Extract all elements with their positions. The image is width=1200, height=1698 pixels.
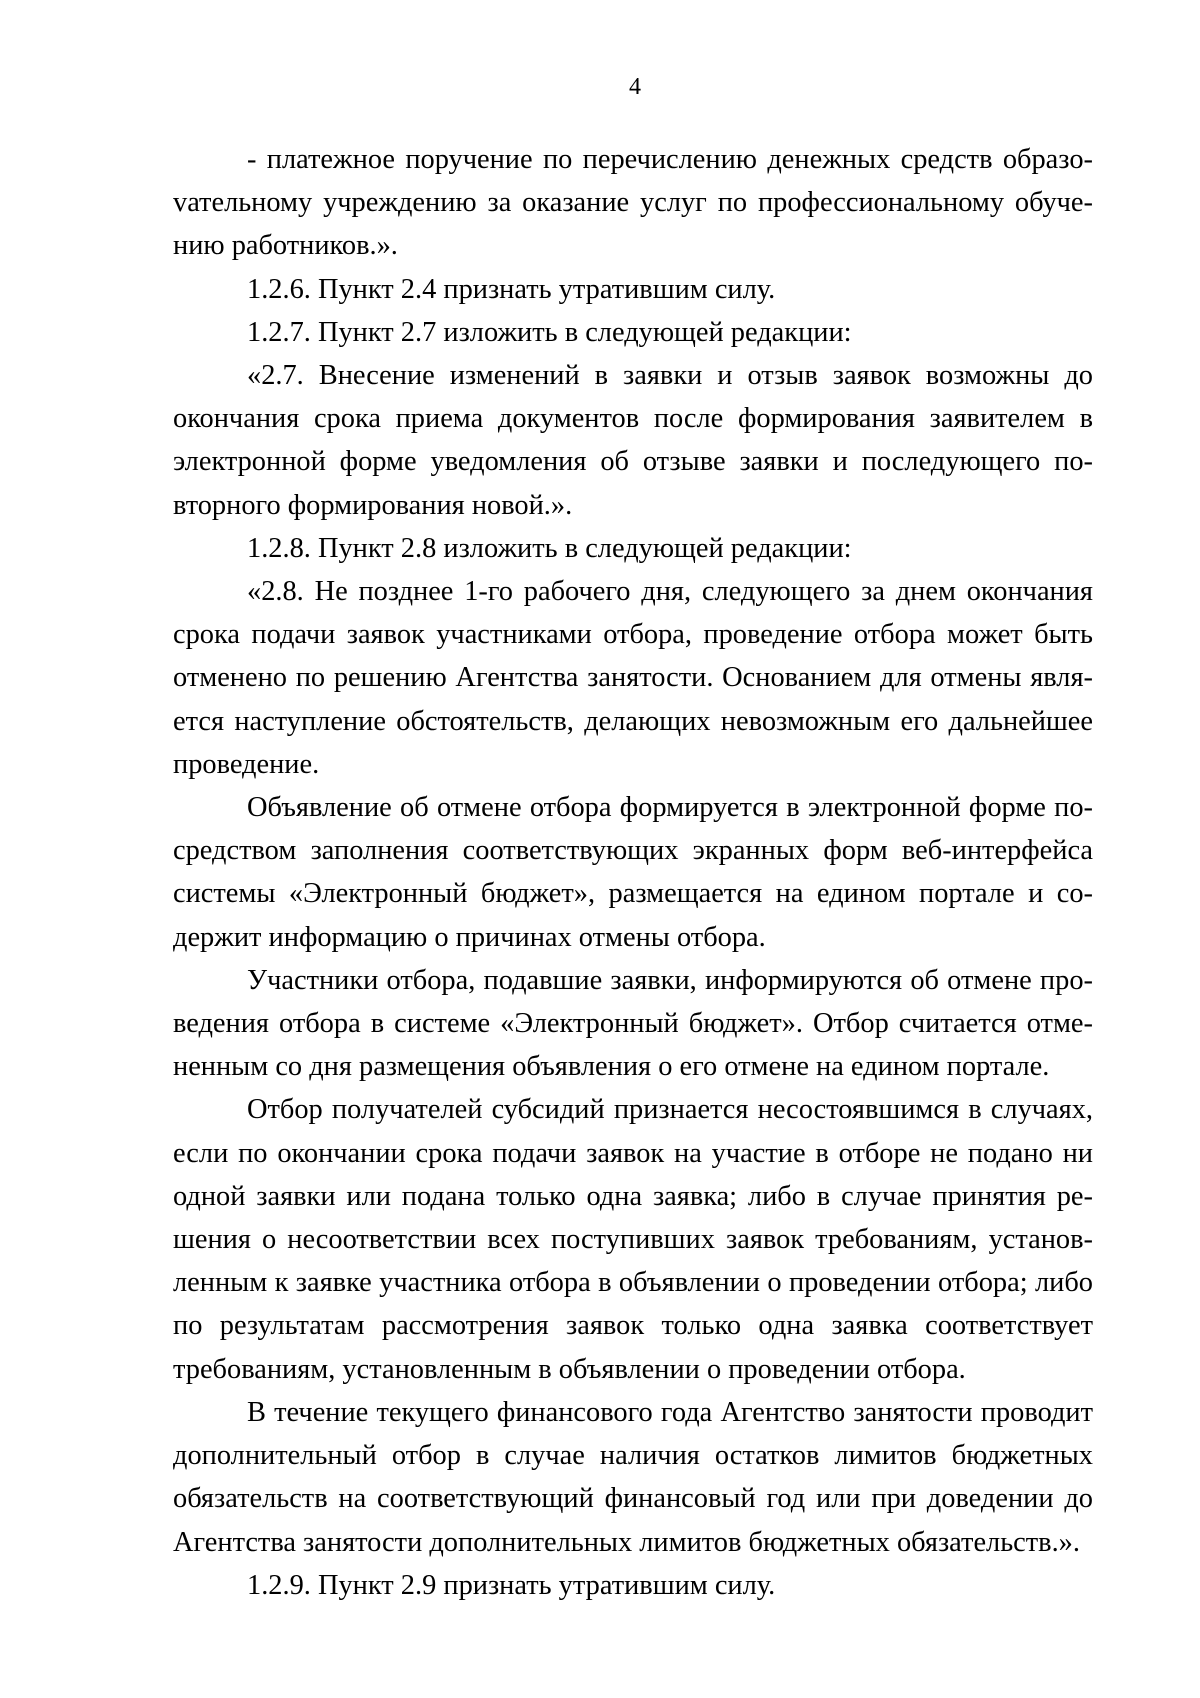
paragraph-2-7-text: «2.7. Внесение изменений в заявки и отзыв заявок возможны до окончания срока приема документов после формирования заявителем в электронной форме уведомления об отзыве заявки и последующего повторного формирования новой.». (173, 360, 1093, 521)
paragraph-1-2-9: 1.2.9. Пункт 2.9 признать утратившим силу. (247, 1569, 776, 1601)
paragraph-1-2-8: 1.2.8. Пункт 2.8 изложить в следующей редакции: (247, 532, 852, 564)
paragraph-payment-order: - платежное поручение по перечислению денежных средств образоvательному учреждению за оказание услуг по профессиональному обучению работников.». (173, 144, 1093, 262)
paragraph-1-2-7: 1.2.7. Пункт 2.7 изложить в следующей редакции: (247, 316, 852, 348)
paragraph-1-2-6: 1.2.6. Пункт 2.4 признать утратившим силу. (247, 273, 776, 305)
paragraph-participants-informed: Участники отбора, подавшие заявки, информируются об отмене проведения отбора в системе «Электронный бюджет». Отбор считается отмененным со дня размещения объявления о его отмене на едином портале. (173, 964, 1093, 1083)
paragraph-cancellation-notice: Объявление об отмене отбора формируется в электронной форме посредством заполнения соответствующих экранных форм веб-интерфейса системы «Электронный бюджет», размещается на едином портале и содержит информацию о причинах отмены отбора. (173, 792, 1093, 953)
paragraph-2-8-text: «2.8. Не позднее 1-го рабочего дня, следующего за днем окончания срока подачи заявок участниками отбора, проведение отбора может быть отменено по решению Агентства занятости. Основанием для отмены является наступление обстоятельств, делающих невозможным его дальнейшее проведение. (173, 576, 1093, 780)
page-number: 4 (629, 74, 641, 100)
paragraph-selection-failed: Отбор получателей субсидий признается несостоявшимся в случаях, если по окончании срока подачи заявок на участие в отборе не подано ни одной заявки или подана только одна заявка; либо в случае принятия решения о несоответствии всех поступивших заявок требованиям, установленным к заявке участника отбора в объявлении о проведении отбора; либо по результатам рассмотрения заявок только одна заявка соответствует требованиям, установленным в объявлении о проведении отбора. (173, 1094, 1093, 1385)
paragraph-additional-selection: В течение текущего финансового года Агентство занятости проводит дополнительный отбор в случае наличия остатков лимитов бюджетных обязательств на соответствующий финансовый год или при доведении до Агентства занятости дополнительных лимитов бюджетных обязательств.». (173, 1396, 1093, 1558)
document-body (173, 138, 1093, 1607)
